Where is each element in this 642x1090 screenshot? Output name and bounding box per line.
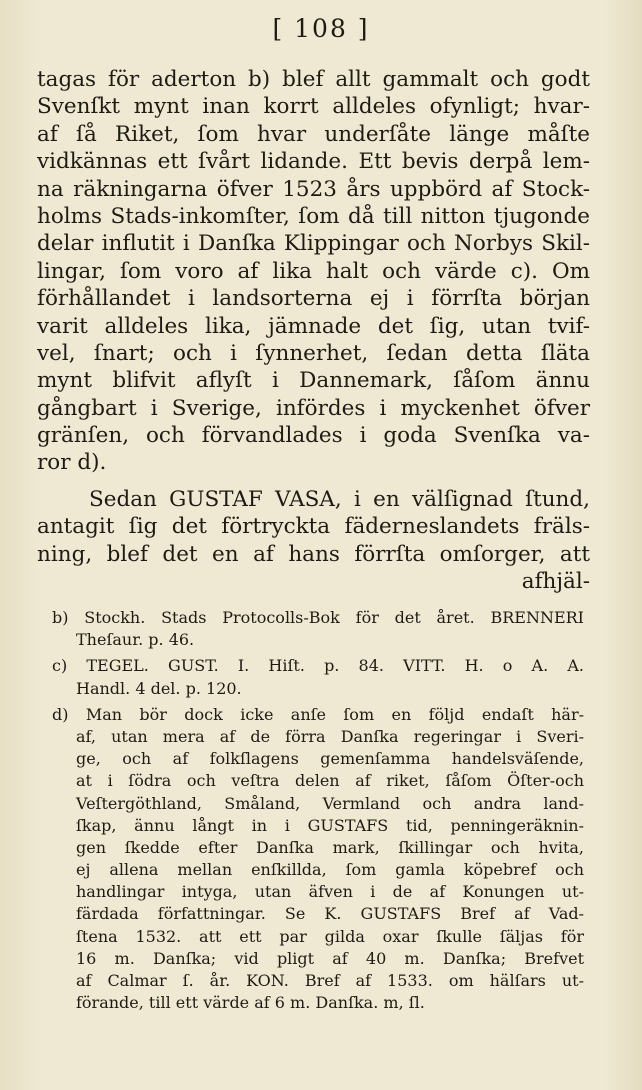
- text-line: Sedan GUSTAF VASA, i en välſignad ſtund,: [89, 486, 590, 512]
- footnotes: [52, 607, 584, 1014]
- footnote-line: förande, till ett värde af 6 m. Danſka. m, ſl.: [76, 993, 425, 1013]
- footnote-line: af Calmar ſ. år. KON. Bref af 1533. om hälſars ut-: [76, 971, 584, 990]
- footnote-line: Theſaur. p. 46.: [76, 630, 195, 650]
- footnote-line: at i ſödra och veſtra delen af riket, ſåſom Öſter-och: [76, 771, 584, 791]
- text-line: tagas för aderton b) blef allt gammalt och godt: [37, 67, 590, 92]
- catchword: afhjäl-: [521, 569, 590, 595]
- text-line: varit alldeles lika, jämnade det ſig, utan tvif-: [37, 313, 590, 339]
- text-line: ror d).: [37, 450, 107, 476]
- text-line: vidkännas ett ſvårt lidande. Ett bevis derpå lem-: [37, 149, 590, 175]
- text-line: af ſå Riket, ſom hvar underſåte länge måſte: [37, 121, 590, 147]
- footnote-line: ej allena mellan enſkillda, ſom gamla köpebref och: [76, 860, 584, 880]
- footnote-line: Handl. 4 del. p. 120.: [76, 678, 242, 698]
- text-line: ning, blef det en af hans förrſta omſorger, att: [37, 541, 590, 567]
- footnote-line: c) TEGEL. GUST. I. Hiſt. p. 84. VITT. H. o A. A.: [52, 656, 584, 676]
- main-text: [37, 66, 590, 595]
- footnote-line: gen ſkedde efter Danſka mark, ſkillingar och hvita,: [76, 837, 584, 857]
- page-number: [ 108 ]: [272, 14, 370, 43]
- text-line: Svenſkt mynt inan korrt alldeles ofynligt; hvar-: [37, 94, 590, 120]
- text-line: mynt blifvit aflyſt i Dannemark, ſåſom ännu: [37, 368, 590, 394]
- text-line: na räkningarna öfver 1523 års uppbörd af Stock-: [37, 176, 590, 202]
- text-line: gränſen, och förvandlades i goda Svenſka va-: [37, 423, 590, 449]
- text-line: holms Stads-inkomſter, ſom då till nitton tjugonde: [37, 203, 590, 229]
- footnote-line: ſtena 1532. att ett par gilda oxar ſkulle ſäljas för: [76, 926, 584, 946]
- text-line: vel, ſnart; och i ſynnerhet, ſedan detta ſläta: [37, 340, 590, 366]
- text-line: antagit ſig det förtryckta fäderneslandets fräls-: [37, 514, 590, 540]
- footnote-line: handlingar intyga, utan äfven i de af Konungen ut-: [76, 882, 584, 902]
- footnote-line: 16 m. Danſka; vid pligt af 40 m. Danſka; Brefvet: [76, 948, 584, 968]
- footnote-line: af, utan mera af de förra Danſka regeringar i Sveri-: [76, 726, 584, 746]
- text-line: delar influtit i Danſka Klippingar och Norbys Skil-: [37, 231, 590, 257]
- text-line: gångbart i Sverige, infördes i myckenhet öfver: [37, 395, 590, 421]
- footnote-line: Veſtergöthland, Småland, Vermland och andra land-: [76, 793, 584, 813]
- footnote-line: ſkap, ännu långt in i GUSTAFS tid, penningeräknin-: [76, 815, 584, 835]
- text-line: lingar, ſom voro af lika halt och värde c). Om: [37, 258, 590, 284]
- text-line: förhållandet i landsorterna ej i förrſta början: [37, 286, 590, 312]
- footnote-line: färdada författningar. Se K. GUSTAFS Bref af Vad-: [76, 904, 584, 924]
- footnote-line: b) Stockh. Stads Protocolls-Bok för det året. BRENNERI: [52, 608, 584, 627]
- footnote-line: ge, och af folkſlagens gemenſamma handelsväſende,: [76, 749, 584, 769]
- footnote-line: d) Man bör dock icke anſe ſom en följd endaſt här-: [52, 704, 584, 724]
